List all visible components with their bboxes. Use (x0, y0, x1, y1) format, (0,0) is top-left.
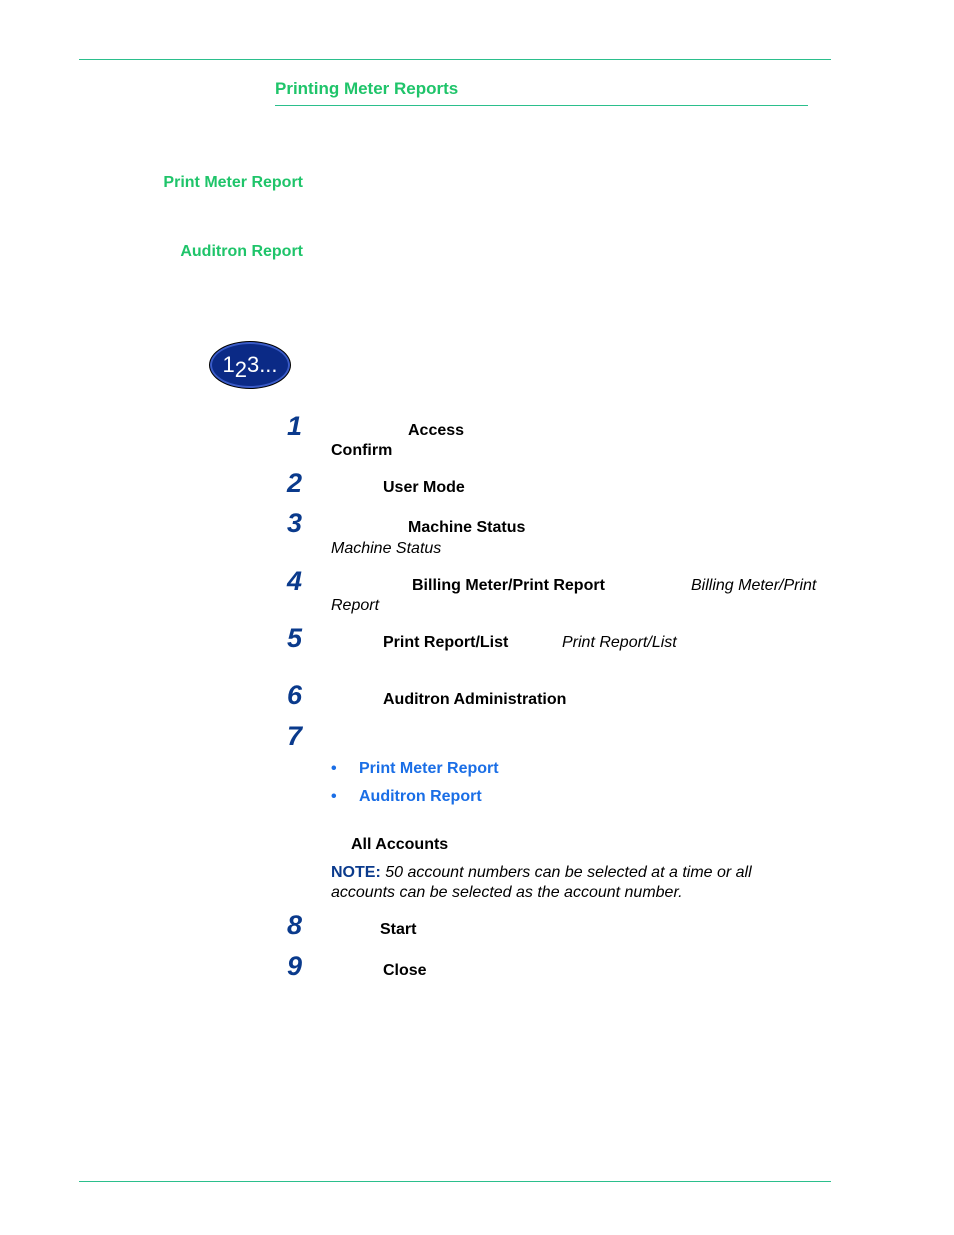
step-number-3: 3 (287, 508, 303, 538)
note-text-line-1: 50 account numbers can be selected at a time or all (385, 864, 752, 881)
note-text-line-2: accounts can be selected as the account number. (331, 884, 683, 901)
step-number-5: 5 (287, 623, 303, 653)
step-3-italic-machine-status: Machine Status (331, 540, 442, 557)
note-block (331, 864, 752, 882)
step-4-keyword-billing-meter: Billing Meter/Print Report (412, 577, 605, 594)
step-4-italic-billing-meter: Billing Meter/Print (691, 577, 817, 594)
bullet-print-meter-report: • (331, 760, 337, 777)
title-underline (275, 105, 808, 106)
step-8-keyword-start: Start (380, 921, 417, 938)
step-number-8: 8 (287, 910, 303, 940)
sidebar-heading-auditron-report: Auditron Report (180, 243, 303, 260)
step-9-keyword-close: Close (383, 962, 427, 979)
step-number-6: 6 (287, 680, 303, 710)
link-print-meter-report[interactable]: Print Meter Report (359, 760, 499, 777)
steps-icon (209, 341, 291, 389)
step-1-keyword-confirm: Confirm (331, 442, 393, 459)
step-6-keyword-auditron-administration: Auditron Administration (383, 691, 567, 708)
top-rule (79, 59, 831, 60)
step-5-italic-print-report-list: Print Report/List (562, 634, 677, 651)
bullet-auditron-report: • (331, 788, 337, 805)
step-4-italic-report: Report (331, 597, 380, 614)
step-number-1: 1 (287, 411, 303, 441)
step-1-keyword-access: Access (408, 422, 465, 439)
step-number-4: 4 (287, 566, 303, 596)
step-3-keyword-machine-status: Machine Status (408, 519, 526, 536)
bottom-rule (79, 1181, 831, 1182)
step-2-keyword-user-mode: User Mode (383, 479, 465, 496)
step-number-2: 2 (287, 468, 303, 498)
link-auditron-report[interactable]: Auditron Report (359, 788, 482, 805)
steps-icon-digit-3: 3... (246, 352, 278, 377)
steps-icon-digit-2: 2 (234, 357, 247, 382)
step-number-7: 7 (287, 721, 303, 751)
step-7-keyword-all-accounts: All Accounts (351, 836, 449, 853)
step-number-9: 9 (287, 951, 303, 981)
page-title: Printing Meter Reports (275, 79, 459, 98)
note-label: NOTE: (331, 864, 381, 881)
sidebar-heading-print-meter-report: Print Meter Report (163, 174, 303, 191)
steps-icon-digit-1: 1 (222, 352, 235, 377)
step-5-keyword-print-report-list: Print Report/List (383, 634, 509, 651)
